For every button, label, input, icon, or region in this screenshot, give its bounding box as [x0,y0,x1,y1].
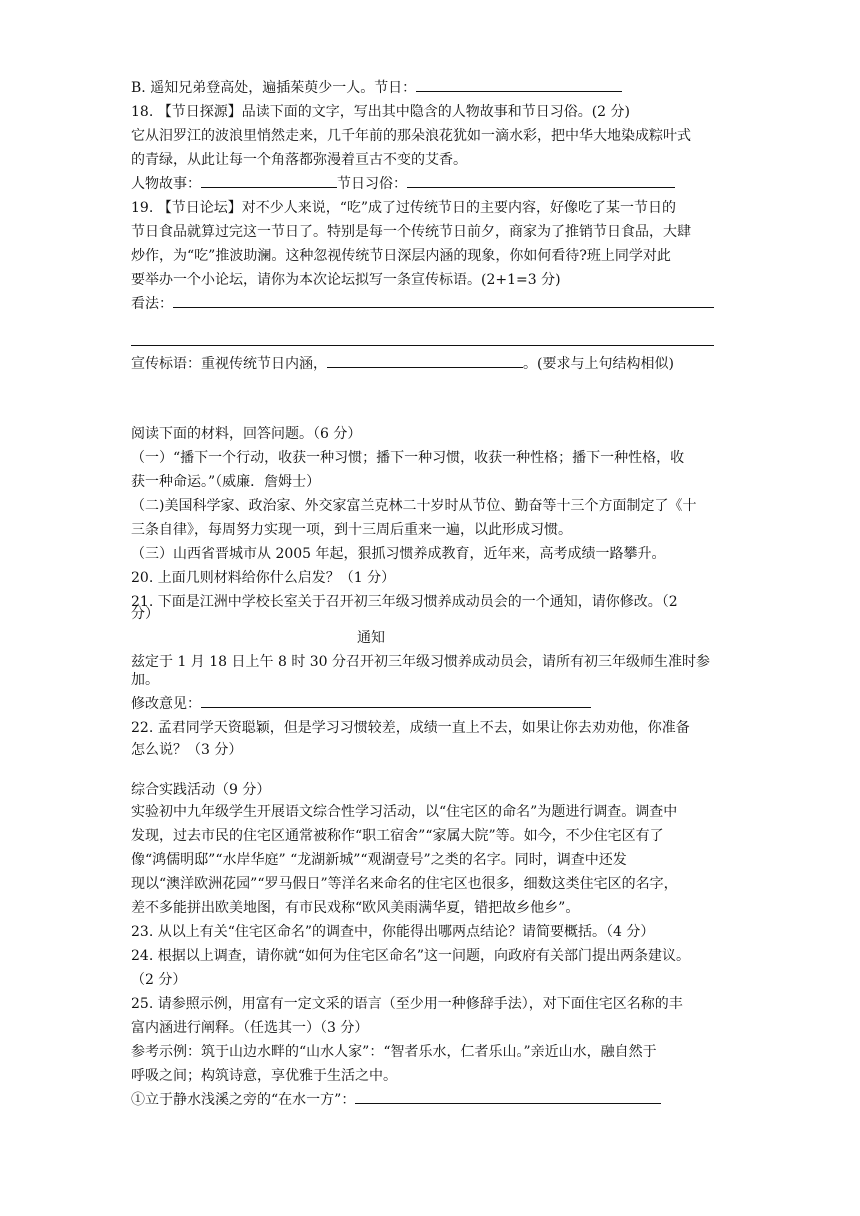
question-25: 25. 请参照示例，用富有一定文采的语言（至少用一种修辞手法），对下面住宅区名称的丰 [131,996,683,1012]
material-3: （三）山西省晋城市从 2005 年起，狠抓习惯养成教育，近年来，高考成绩一路攀升。 [131,546,666,562]
material-2-cont: 三条自律》，每周努力实现一项，到十三周后重来一遍，以此形成习惯。 [131,522,572,538]
edit-answer-blank[interactable] [201,693,591,708]
question-18-answer-line [131,173,675,195]
practice-paragraph: 现以“澳洋欧洲花园”“罗马假日”等洋名来命名的住宅区也很多，细数这类住宅区的名字， [131,876,678,892]
item-1-answer-blank[interactable] [355,1089,661,1104]
question-19-view-line [131,293,714,315]
question-b-text: B. 遥知兄弟登高处，遍插茱萸少一人。节日： [131,80,417,96]
custom-label: 节日习俗： [337,176,407,192]
question-19-text: 节日食品就算过完这一节日了。特别是每一个传统节日前夕，商家为了推销节日食品，大肆 [131,224,691,240]
question-20: 20. 上面几则材料给你什么启发？（1 分） [131,570,396,586]
question-25-item-1 [131,1089,661,1111]
question-21-cont: 分） [131,606,159,622]
material-1-cont: 获一种命运。”（威廉．詹姆士） [131,474,321,490]
notice-body-cont: 加。 [131,672,159,688]
question-24: 24. 根据以上调查，请你就“如何为住宅区命名”这一问题，向政府有关部门提出两条建议。 [131,948,691,964]
custom-answer-blank[interactable] [407,173,675,188]
view-label: 看法： [131,296,173,312]
view-answer-line-2[interactable] [131,345,714,346]
slogan-answer-blank[interactable] [327,353,523,368]
practice-paragraph: 差不多能拼出欧美地图，有市民戏称“欧风美雨满华夏，错把故乡他乡”。 [131,900,580,916]
question-25-cont: 富内涵进行阐释。（任选其一）（3 分） [131,1020,369,1036]
question-b-line [131,77,622,99]
question-24-cont: （2 分） [131,972,187,988]
item-1-label: ①立于静水浅溪之旁的“在水一方”： [131,1092,356,1108]
question-19-text: 炒作，为“吃”推波助澜。这种忽视传统节日深层内涵的现象，你如何看待?班上同学对此 [131,248,671,264]
material-1: （一）“播下一个行动，收获一种习惯；播下一种习惯，收获一种性格；播下一种性格，收 [131,450,685,466]
question-22-cont: 怎么说？（3 分） [131,742,243,758]
question-19-text: 要举办一个小论坛，请你为本次论坛拟写一条宣传标语。(2+1=3 分) [131,272,561,288]
notice-body: 兹定于 1 月 18 日上午 8 时 30 分召开初三年级习惯养成动员会，请所有初三年级师生准时参 [131,654,711,670]
view-answer-blank[interactable] [173,293,714,308]
question-18-text: 它从汨罗江的波浪里悄然走来，几千年前的那朵浪花犹如一滴水彩，把中华大地染成粽叶式 [131,128,691,144]
question-22: 22. 孟君同学天资聪颖，但是学习习惯较差，成绩一直上不去，如果让你去劝劝他，你准备 [131,720,690,736]
practice-title: 综合实践活动（9 分） [131,782,271,798]
reading-intro: 阅读下面的材料，回答问题。（6 分） [131,426,362,442]
example-text-cont: 呼吸之间；构筑诗意，享优雅于生活之中。 [131,1068,397,1084]
practice-paragraph: 像“鸿儒明邸”“水岸华庭” “龙湖新城”“观湖壹号”之类的名字。同时，调查中还发 [131,852,627,868]
edit-label: 修改意见： [131,696,201,712]
question-18: 18. 【节日探源】品读下面的文字，写出其中隐含的人物故事和节日习俗。(2 分) [131,104,630,120]
slogan-label: 宣传标语：重视传统节日内涵， [131,356,327,372]
story-answer-blank[interactable] [201,173,337,188]
question-19-slogan-line [131,353,674,375]
question-21-edit-line [131,693,591,715]
notice-title: 通知 [357,630,385,646]
question-18-text: 的青绿，从此让每一个角落都弥漫着亘古不变的艾香。 [131,152,467,168]
practice-paragraph: 实验初中九年级学生开展语文综合性学习活动，以“住宅区的命名”为题进行调查。调查中 [131,804,678,820]
festival-answer-blank[interactable] [416,77,622,92]
material-2: （二)美国科学家、政治家、外交家富兰克林二十岁时从节位、勤奋等十三个方面制定了《十 [131,498,697,514]
question-21: 21. 下面是江洲中学校长室关于召开初三年级习惯养成动员会的一个通知，请你修改。（2 [131,594,678,610]
practice-paragraph: 发现，过去市民的住宅区通常被称作“职工宿舍”“家属大院”等。如今，不少住宅区有了 [131,828,664,844]
question-23: 23. 从以上有关“住宅区命名”的调查中，你能得出哪两点结论？请简要概括。（4 分） [131,924,655,940]
story-label: 人物故事： [131,176,201,192]
question-19: 19. 【节日论坛】对不少人来说，“吃”成了过传统节日的主要内容，好像吃了某一节日的 [131,200,677,216]
example-text: 参考示例：筑于山边水畔的“山水人家”：“智者乐水，仁者乐山。”亲近山水，融自然于 [131,1044,657,1060]
slogan-note: 。(要求与上句结构相似) [523,356,674,372]
